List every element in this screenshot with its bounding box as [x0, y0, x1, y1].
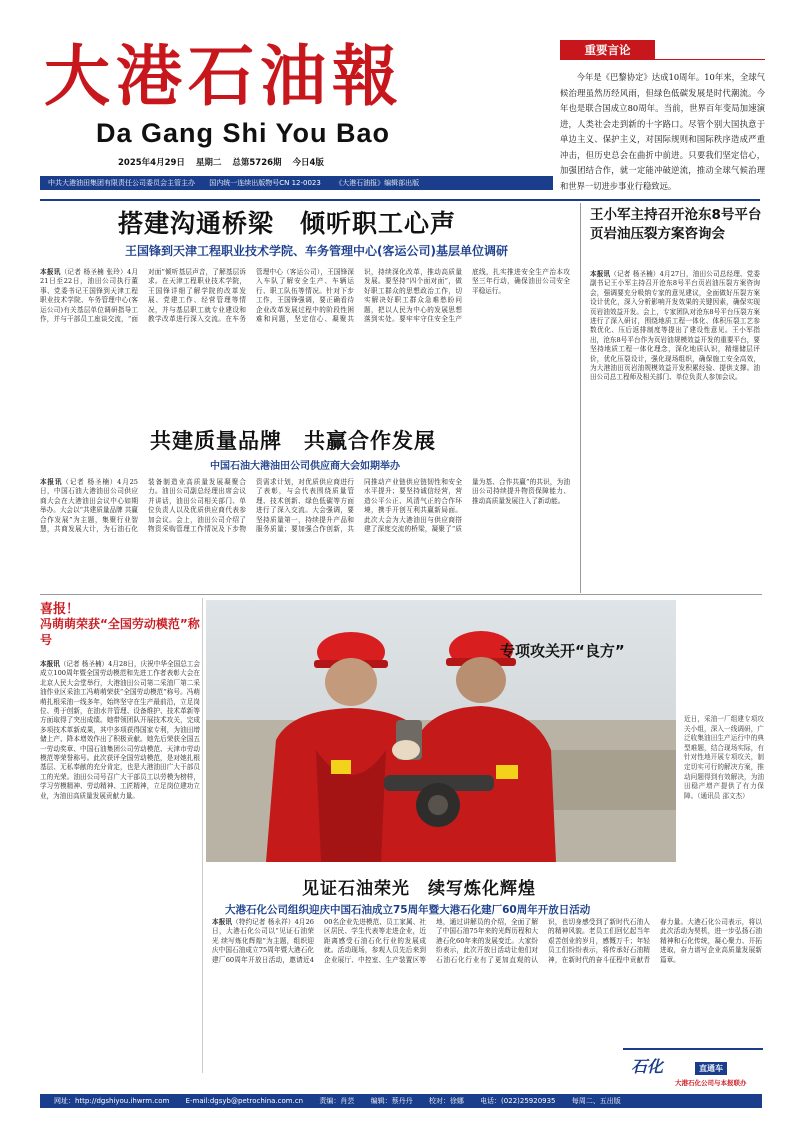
- story2-subheadline: 中国石油大港油田公司供应商大会如期举办: [210, 461, 400, 472]
- award-byline: 本报讯: [40, 660, 60, 668]
- award-divider: [202, 598, 203, 1073]
- commentary-text: 今年是《巴黎协定》达成10周年。10年来，全球气候治理虽然历经风雨，但绿色低碳发展是时代潮流。今年也是联合国成立80周年。当前，世界百年变局加速演进，人类社会走到新的十字路口。尽管个别大国执意于单边主义、保护主义，对国际规则和国际秩序造成严重冲击，但历史总会在曲折中前进。只要我们坚定信心，加强团结合作，就一定能冲破逆流，推动全球气候治理和世界一切进步事业行稳致远。: [560, 72, 765, 191]
- story3-subheadline: 大港石化公司组织迎庆中国石油成立75周年暨大港石化建厂60周年开放日活动: [225, 904, 591, 916]
- publisher-bar: [40, 176, 553, 190]
- masthead-pinyin: Da Gang Shi You Bao: [96, 118, 391, 148]
- story2-byline: 本报讯: [40, 478, 63, 486]
- side-headline[interactable]: 王小军主持召开沧东8号平台页岩油压裂方案咨询会: [590, 207, 762, 242]
- award-box: [40, 598, 200, 646]
- footer-website[interactable]: 网址：http://dgshiyou.ihwrm.com: [54, 1097, 170, 1105]
- footer-schedule: 每周二、五出版: [571, 1097, 621, 1105]
- cn-number: 国内统一连续出版物号CN 12-0023: [209, 179, 321, 187]
- column-ad-title: 石化: [631, 1057, 664, 1076]
- award-headline[interactable]: 冯萌萌荣获“全国劳动模范”称号: [40, 617, 200, 647]
- story3-byline: 本报讯: [212, 918, 233, 926]
- photo-title: 专项攻关开“良方”: [500, 642, 625, 660]
- footer-email[interactable]: E-mail:dgsyb@petrochina.com.cn: [185, 1097, 304, 1105]
- masthead-title: 大港石油報: [44, 37, 404, 115]
- issue-line: [118, 156, 324, 168]
- commentary-label: 重要言论: [560, 40, 655, 60]
- side-body-text: （记者 杨圣楠）4月27日，油田公司总经理、党委副书记王小军主持召开沧东8号平台页岩油压裂方案咨询会，强调要充分吸纳专家的意见建议，全面做好压裂方案设计优化，深入分析影响开发效果的关键因素，确保实现页岩油效益开发。会上，专家团队对沧东8号平台压裂方案进行了深入研讨，围绕地质工程一体化、体积压裂工艺参数优化、压后返排制度等提出了建设性意见。王小军指出，沧东8号平台作为页岩油规模效益开发的重要平台，要坚持地质工程一体化理念，深化地质认识，精细储层评价，优化压裂设计，强化现场组织，确保施工安全高效，为大港油田页岩油规模效益开发积累经验、提供支撑。油田公司总工程师及相关部门、单位负责人参加会议。: [590, 270, 760, 382]
- issue-number: 总第5726期: [232, 158, 282, 168]
- commentary-rule: [655, 59, 765, 60]
- lead-subheadline: 王国锋到天津工程职业技术学院、车务管理中心(客运公司)基层单位调研: [125, 244, 508, 258]
- issue-pages: 今日4版: [292, 158, 324, 168]
- story2-body: [40, 478, 570, 590]
- editorial-line: 《大港石油报》编辑部出版: [335, 179, 420, 187]
- story2-body-text: （记者 杨圣楠）4月25日，中国石油大港油田公司供应商大会在大港油田会议中心如期举办。大会以“共建质量品牌 共赢合作发展”为主题，集聚行业智慧，共商发展大计，为石油石化装备制造业高质量发展凝聚合力。油田公司副总经理出席会议并讲话，油田公司相关部门、单位负责人以及优质供应商代表参加会议。会上，油田公司介绍了物资采购管理工作情况及下步物资需求计划，对优质供应商进行了表彰，与会代表围绕质量管理、技术创新、绿色低碳等方面进行了深入交流。大会强调，要坚持质量第一，持续提升产品和服务质量；要加强合作创新，共同推动产业链供应链韧性和安全水平提升；要坚持诚信经营，营造公平公正、风清气正的合作环境，携手开创互利共赢新局面。此次大会为大港油田与供应商搭建了深度交流的桥梁，凝聚了“质量为基、合作共赢”的共识，为油田公司持续提升物资保障能力、推动高质量发展注入了新动能。: [40, 478, 570, 534]
- issue-date: 2025年4月29日: [118, 158, 185, 168]
- side-body: [590, 270, 760, 570]
- story3-body: [212, 918, 762, 1046]
- footer-bar: [40, 1094, 762, 1108]
- lead-byline: 本报讯: [40, 268, 61, 276]
- footer-phone: 电话：(022)25920935: [480, 1097, 556, 1105]
- award-body-text: （记者 杨圣楠）4月28日，庆祝中华全国总工会成立100周年暨全国劳动模范和先进工作者表彰大会在北京人民大会堂举行，大港油田公司第二采油厂第二采油作业区采油工冯萌萌荣获“全国劳动模范”称号。冯萌萌扎根采油一线多年，始终坚守在生产最前沿，立足岗位、勇于创新，在油水井管理、设备维护、技术革新等方面取得了突出成绩。她带领团队开展技术攻关，完成多项技术革新成果，其中多项获得国家专利，为油田增储上产、降本增效作出了积极贡献。她先后荣获全国五一劳动奖章、中国石油集团公司劳动模范、天津市劳动模范等荣誉称号。此次获评全国劳动模范，是对她扎根基层、无私奉献的充分肯定，也是大港油田广大干部员工的光荣。油田公司号召广大干部员工以劳模为榜样，学习劳模精神、劳动精神、工匠精神，立足岗位建功立业，为油田高质量发展贡献力量。: [40, 660, 200, 800]
- side-divider: [580, 203, 581, 593]
- issue-weekday: 星期二: [195, 158, 222, 168]
- lead-body: [40, 268, 570, 404]
- side-byline: 本报讯: [590, 270, 611, 278]
- commentary-box: [560, 40, 765, 190]
- column-ad-subtitle: 大港石化公司与本报联办: [675, 1079, 747, 1087]
- story3-headline[interactable]: 见证石油荣光 续写炼化辉煌: [302, 879, 536, 899]
- footer-chief-editor: 责编：肖芸: [319, 1097, 355, 1105]
- photo-caption: 近日，采油一厂组建专项攻关小组，深入一线调研，广泛收集油田生产运行中的典型难题，结合现场实际，有针对性地开展专项攻关，制定切实可行的解决方案，推动问题得到有效解决，为油田稳产增产提供了有力保障。（通讯员 邵文杰）: [684, 715, 764, 800]
- footer-proofreader: 校对：徐娜: [428, 1097, 464, 1105]
- column-ad[interactable]: [623, 1048, 763, 1088]
- story3-body-text: （特约记者 杨永祥）4月26日，大港石化公司以“见证石油荣光 续写炼化辉煌”为主题，组织迎庆中国石油成立75周年暨大港石化建厂60周年开放日活动，邀请近400名企业先进模范、员工家属、社区居民、学生代表等走进企业，近距离感受石油石化行业的发展成就。活动现场，参观人员先后来到企业展厅、中控室、生产装置区等地，通过讲解员的介绍，全面了解了中国石油75年来的光辉历程和大港石化60年来的发展变迁。大家纷纷表示，此次开放日活动让他们对石油石化行业有了更加直观的认识，也切身感受到了新时代石油人的精神风貌。老员工们回忆起当年艰苦创业的岁月，感慨万千；年轻员工们纷纷表示，将传承好石油精神，在新时代的奋斗征程中贡献青春力量。大港石化公司表示，将以此次活动为契机，进一步弘扬石油精神和石化传统，凝心聚力、开拓进取，奋力谱写企业高质量发展新篇章。: [212, 918, 762, 964]
- publisher-line: 中共大港油田集团有限责任公司委员会主管主办: [48, 179, 195, 187]
- award-body: [40, 660, 200, 1060]
- story2-headline[interactable]: 共建质量品牌 共赢合作发展: [150, 429, 436, 453]
- award-tag: 喜报！: [40, 602, 80, 617]
- lead-headline[interactable]: 搭建沟通桥梁 倾听职工心声: [118, 209, 457, 238]
- column-ad-tag: 直通车: [695, 1062, 727, 1075]
- footer-layout-editor: 编辑：蔡丹丹: [370, 1097, 413, 1105]
- mid-divider: [40, 594, 762, 595]
- lead-body-text: （记者 杨圣楠 张玲）4月21日至22日，油田公司执行董事、党委书记王国锋到天津工程职业技术学院、车务管理中心(客运公司)有关基层单位调研指导工作，并与干部员工座谈交流，“面对面”倾听基层声音，了解基层诉求。在天津工程职业技术学院，王国锋详细了解学院的改革发展、党建工作、经营管理等情况，并与基层职工就专业建设和教学改革进行深入交流。在车务管理中心（客运公司），王国锋深入车队了解安全生产、车辆运行、职工队伍等情况。针对下步工作，王国锋强调，要正确看待企业改革发展过程中的阶段性困难和问题，坚定信心、凝聚共识，持续深化改革，推动高质量发展。要坚持“四个面对面”，做好职工群众的思想政治工作，切实解决好职工群众急难愁盼问题，把以人民为中心的发展思想落到实处。要牢牢守住安全生产底线，扎实推进安全生产治本攻坚三年行动，确保油田公司安全平稳运行。: [40, 268, 570, 324]
- top-divider: [40, 199, 760, 201]
